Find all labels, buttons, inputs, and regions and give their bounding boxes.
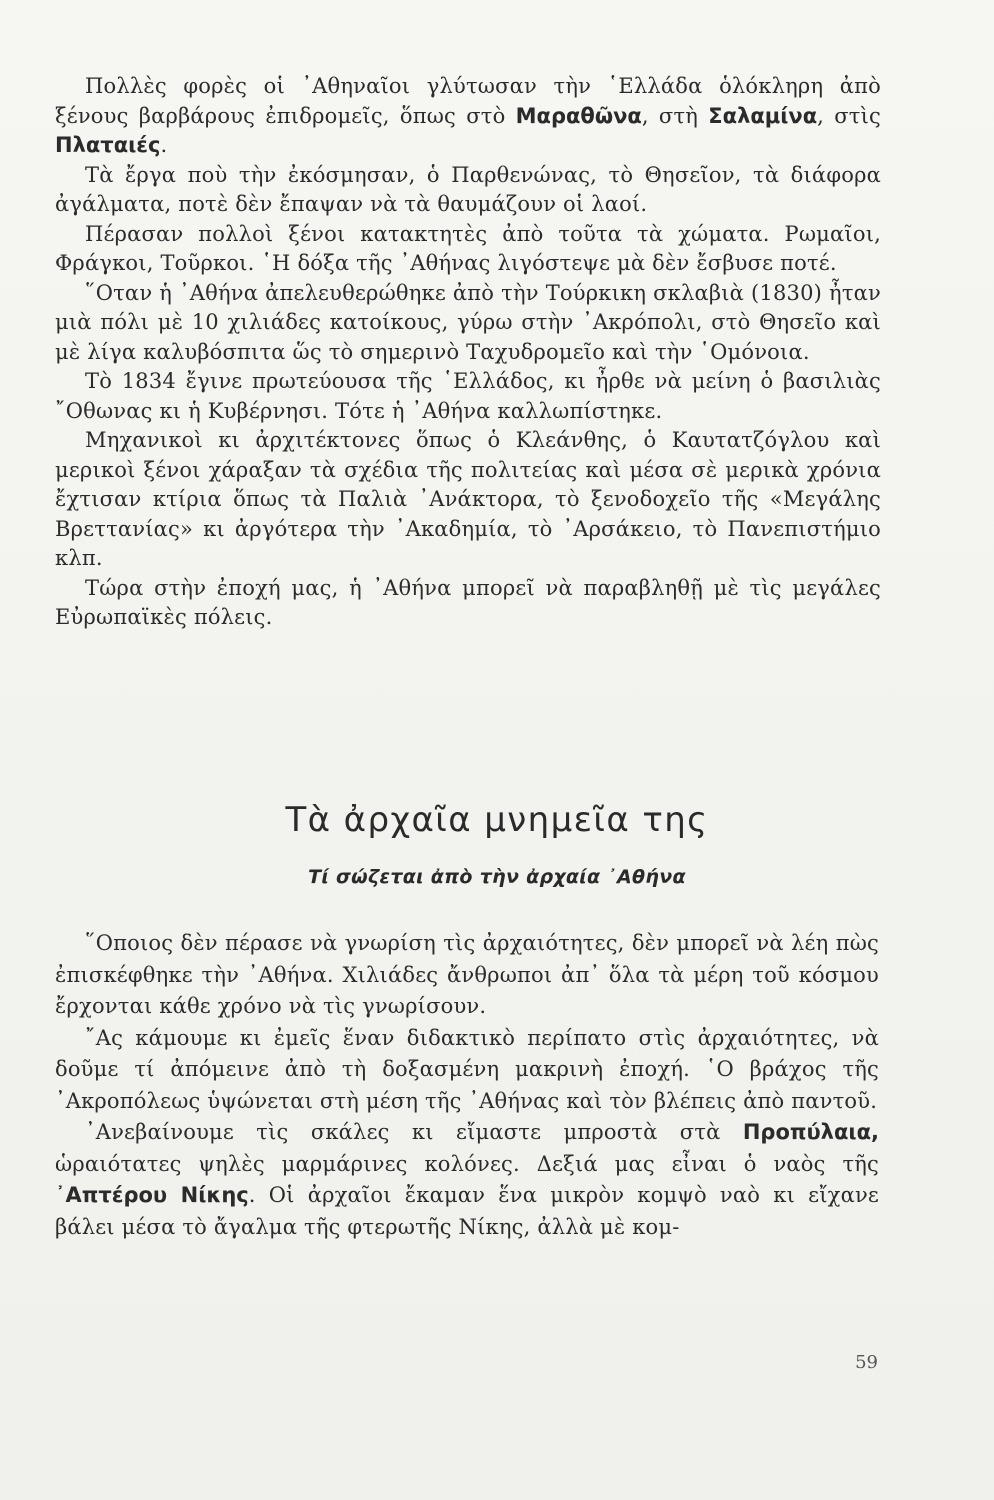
monuments-text-block (55, 928, 879, 1243)
bold-term-salamina: Σαλαμίνα (708, 103, 818, 128)
paragraph: Τώρα στὴν ἐποχή μας, ἡ ᾿Αθήνα μπορεῖ νὰ παραβληθῇ μὲ τὶς μεγάλες Εὐρωπαϊκὲς πόλεις. (55, 575, 881, 629)
paragraph: Πολλὲς φορὲς οἱ ᾿Αθηναῖοι γλύτωσαν τὴν ῾Ελλάδα ὁλόκληρη ἀπὸ ξένους βαρβάρους ἐπιδρομεῖς, ὅπως στὸ Μαραθῶνα, στὴ Σαλαμίνα, στὶς Πλαταιές. (55, 74, 881, 157)
paragraph: ῞Οποιος δὲν πέρασε νὰ γνωρίση τὶς ἀρχαιότητες, δὲν μπορεῖ νὰ λέη πὼς ἐπισκέφθηκε τὴν ᾿Αθήνα. Χιλιάδες ἄνθρωποι ἀπ᾿ ὅλα τὰ μέρη τοῦ κόσμου ἔρχονται κάθε χρόνο νὰ τὶς γνωρίσουν. (55, 931, 879, 1018)
intro-text-block (55, 72, 881, 633)
paragraph: Τὰ ἔργα ποὺ τὴν ἐκόσμησαν, ὁ Παρθενώνας, τὸ Θησεῖον, τὰ διάφορα ἀγάλματα, ποτὲ δὲν ἔπαψαν νὰ τὰ θαυμάζουν οἱ λαοί. (55, 162, 881, 216)
page-number: 59 (855, 1352, 878, 1373)
paragraph: ῞Οταν ἡ ᾿Αθήνα ἀπελευθερώθηκε ἀπὸ τὴν Τούρκικη σκλαβιὰ (1830) ἦταν μιὰ πόλι μὲ 10 χιλιάδες κατοίκους, γύρω στὴν ᾿Ακρόπολι, στὸ Θησεῖο καὶ μὲ λίγα καλυβόσπιτα ὥς τὸ σημερινὸ Ταχυδρομεῖο καὶ τὴν ῾Ομόνοια. (55, 280, 881, 364)
paragraph: Τὸ 1834 ἔγινε πρωτεύουσα τῆς ῾Ελλάδος, κι ἦρθε νὰ μείνη ὁ βασιλιὰς ῎Οθωνας κι ἡ Κυβέρνησι. Τότε ἡ ᾿Αθήνα καλλωπίστηκε. (55, 369, 881, 423)
bold-term-marathon: Μαραθῶνα (515, 103, 642, 128)
paragraph: Πέρασαν πολλοὶ ξένοι κατακτητὲς ἀπὸ τοῦτα τὰ χώματα. Ρωμαῖοι, Φράγκοι, Τοῦρκοι. ῾Η δόξα τῆς ᾿Αθήνας λιγόστεψε μὰ δὲν ἔσβυσε ποτέ. (55, 221, 881, 275)
paragraph: ᾿Ανεβαίνουμε τὶς σκάλες κι εἴμαστε μπροστὰ στὰ Προπύλαια, ὡραιότατες ψηλὲς μαρμάρινες κολόνες. Δεξιά μας εἶναι ὁ ναὸς τῆς ᾿Απτέρου Νίκης. Οἱ ἀρχαῖοι ἔκαμαν ἕνα μικρὸν κομψὸ ναὸ κι εἴχανε βάλει μέσα τὸ ἄγαλμα τῆς φτερωτῆς Νίκης, ἀλλὰ μὲ κομ- (55, 1120, 879, 1239)
paragraph: ῎Ας κάμουμε κι ἐμεῖς ἕναν διδακτικὸ περίπατο στὶς ἀρχαιότητες, νὰ δοῦμε τί ἀπόμεινε ἀπὸ τὴ δοξασμένη μακρινὴ ἐποχή. ῾Ο βράχος τῆς ᾿Ακροπόλεως ὑψώνεται στὴ μέση τῆς ᾿Αθήνας καὶ τὸν βλέπεις ἀπὸ παντοῦ. (55, 1025, 879, 1113)
chapter-subheading: Τί σώζεται ἀπὸ τὴν ἀρχαία ᾿Αθήνα (308, 866, 686, 888)
paragraph: Μηχανικοὶ κι ἀρχιτέκτονες ὅπως ὁ Κλεάνθης, ὁ Καυτατζόγλου καὶ μερικοὶ ξένοι χάραξαν τὰ σχέδια τῆς πολιτείας καὶ μέσα σὲ μερικὰ χρόνια ἔχτισαν κτίρια ὅπως τὰ Παλιὰ ᾿Ανάκτορα, τὸ ξενοδοχεῖο τῆς «Μεγάλης Βρεττανίας» κι ἀργότερα τὴν ᾿Ακαδημία, τὸ ᾿Αρσάκειο, τὸ Πανεπιστήμιο κλπ. (55, 428, 881, 570)
chapter-heading: Τὰ ἀρχαῖα μνημεῖα της (285, 800, 709, 840)
bold-term-plataies: Πλαταιές (55, 133, 161, 157)
bold-term-apterou-nikis: ᾿Απτέρου Νίκης (55, 1183, 249, 1207)
bold-term-propylaia: Προπύλαια, (742, 1120, 879, 1144)
